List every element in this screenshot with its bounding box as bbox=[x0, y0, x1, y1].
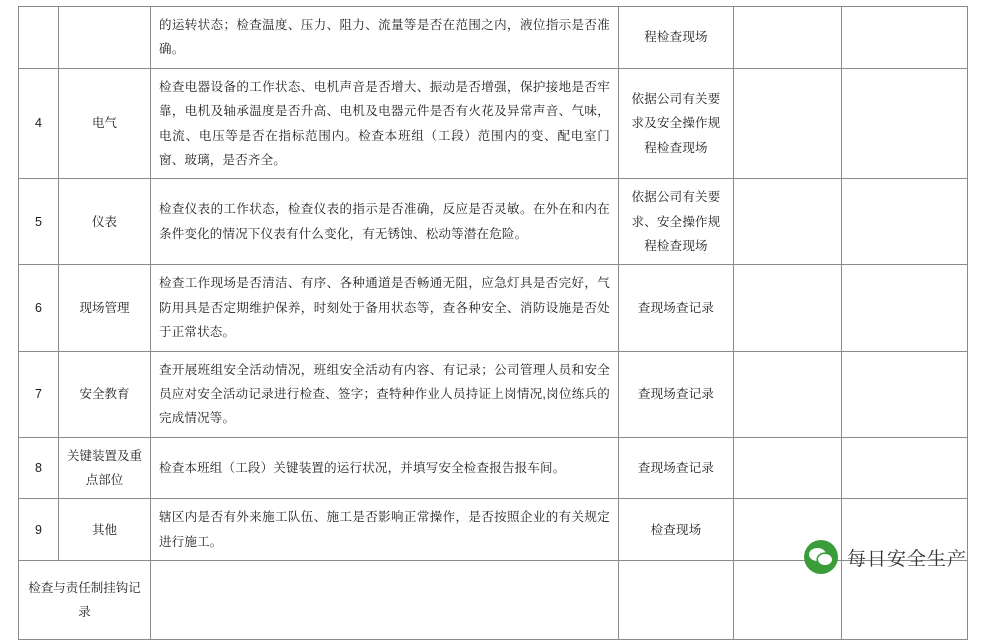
row-item: 仪表 bbox=[59, 179, 151, 265]
row-item: 电气 bbox=[59, 68, 151, 179]
table-row bbox=[19, 499, 968, 561]
row-no: 7 bbox=[19, 351, 59, 437]
row-method: 程检查现场 bbox=[619, 7, 734, 69]
table-row bbox=[19, 68, 968, 179]
table-row bbox=[19, 265, 968, 351]
wechat-account-name: 每日安全生产 bbox=[846, 547, 967, 570]
table-row bbox=[19, 7, 968, 69]
footer-method bbox=[619, 561, 734, 640]
row-no: 8 bbox=[19, 437, 59, 499]
safety-inspection-table bbox=[18, 6, 968, 640]
row-blank-1 bbox=[734, 265, 842, 351]
row-content: 检查工作现场是否清洁、有序、各种通道是否畅通无阻，应急灯具是否完好，气防用具是否定期维护保养，时刻处于备用状态等，查各种安全、消防设施是否处于正常状态。 bbox=[151, 265, 619, 351]
row-no bbox=[19, 7, 59, 69]
document-page bbox=[0, 6, 985, 620]
row-blank-2 bbox=[842, 351, 968, 437]
row-blank-1 bbox=[734, 179, 842, 265]
row-method: 查现场查记录 bbox=[619, 351, 734, 437]
row-item: 关键装置及重点部位 bbox=[59, 437, 151, 499]
row-item: 现场管理 bbox=[59, 265, 151, 351]
row-blank-1 bbox=[734, 437, 842, 499]
footer-content bbox=[151, 561, 619, 640]
row-no: 6 bbox=[19, 265, 59, 351]
row-method: 查现场查记录 bbox=[619, 437, 734, 499]
footer-blank-2 bbox=[842, 561, 968, 640]
row-blank-2 bbox=[842, 437, 968, 499]
row-content: 辖区内是否有外来施工队伍、施工是否影响正常操作，是否按照企业的有关规定进行施工。 bbox=[151, 499, 619, 561]
table-footer-row bbox=[19, 561, 968, 640]
row-method: 依据公司有关要求、安全操作规程检查现场 bbox=[619, 179, 734, 265]
row-blank-2 bbox=[842, 68, 968, 179]
table-row bbox=[19, 351, 968, 437]
row-method: 查现场查记录 bbox=[619, 265, 734, 351]
row-content: 检查仪表的工作状态，检查仪表的指示是否准确，反应是否灵敏。在外在和内在条件变化的情况下仪表有什么变化，有无锈蚀、松动等潜在危险。 bbox=[151, 179, 619, 265]
row-no: 9 bbox=[19, 499, 59, 561]
footer-label: 检查与责任制挂钩记录 bbox=[19, 561, 151, 640]
row-method: 检查现场 bbox=[619, 499, 734, 561]
row-content: 的运转状态；检查温度、压力、阻力、流量等是否在范围之内，液位指示是否准确。 bbox=[151, 7, 619, 69]
row-content: 查开展班组安全活动情况，班组安全活动有内容、有记录；公司管理人员和安全员应对安全活动记录进行检查、签字；查特种作业人员持证上岗情况,岗位练兵的完成情况等。 bbox=[151, 351, 619, 437]
footer-blank-1 bbox=[734, 561, 842, 640]
row-blank-1 bbox=[734, 351, 842, 437]
row-content: 检查电器设备的工作状态、电机声音是否增大、振动是否增强，保护接地是否牢靠，电机及轴承温度是否升高、电机及电器元件是否有火花及异常声音、气味，电流、电压等是否在指标范围内。检查本班组（工段）范围内的变、配电室门窗、玻璃，是否齐全。 bbox=[151, 68, 619, 179]
row-blank-1 bbox=[734, 68, 842, 179]
row-method: 依据公司有关要求及安全操作规程检查现场 bbox=[619, 68, 734, 179]
row-blank-1 bbox=[734, 7, 842, 69]
table-row bbox=[19, 179, 968, 265]
row-item: 安全教育 bbox=[59, 351, 151, 437]
row-item: 其他 bbox=[59, 499, 151, 561]
row-content: 检查本班组（工段）关键装置的运行状况，并填写安全检查报告报车间。 bbox=[151, 437, 619, 499]
row-blank-2 bbox=[842, 499, 968, 561]
row-no: 5 bbox=[19, 179, 59, 265]
row-item bbox=[59, 7, 151, 69]
row-blank-2 bbox=[842, 265, 968, 351]
table-row bbox=[19, 437, 968, 499]
row-blank-2 bbox=[842, 7, 968, 69]
row-blank-2 bbox=[842, 179, 968, 265]
row-no: 4 bbox=[19, 68, 59, 179]
row-blank-1 bbox=[734, 499, 842, 561]
